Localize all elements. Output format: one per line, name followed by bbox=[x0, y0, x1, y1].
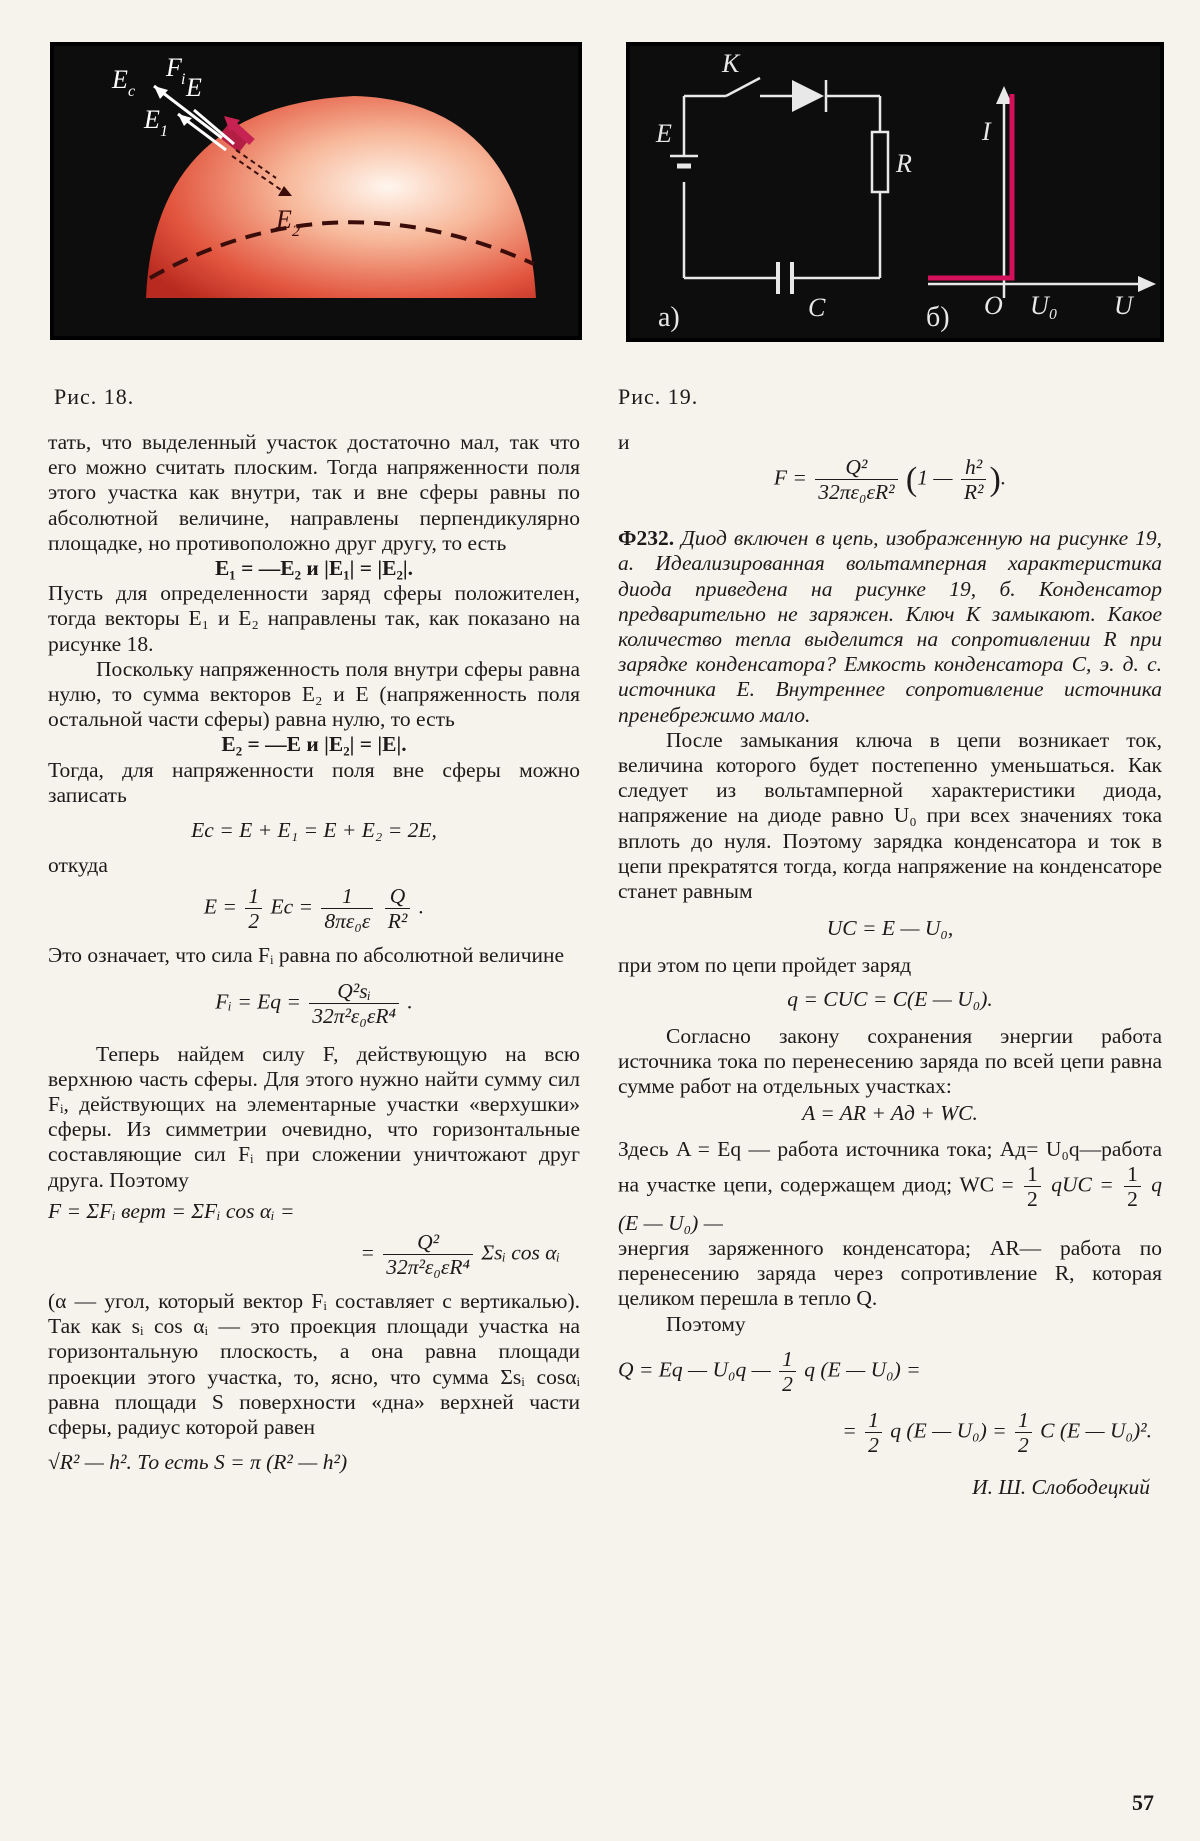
eq14-mid: q (E — U₀) = bbox=[890, 1418, 1007, 1443]
p4-frac1: $\frac{1}{2}$ bbox=[1024, 1162, 1041, 1211]
eq4-frac2: $\frac{1}{\text{8πε₀ε}}$ bbox=[321, 884, 373, 933]
eq4-frac3: $\frac{Q}{\text{R²}}$ bbox=[385, 884, 411, 933]
vac-curve bbox=[928, 94, 1012, 278]
label-e-source: E bbox=[656, 119, 672, 148]
label-e2: E bbox=[276, 205, 292, 234]
circuit-and-vac-diagram bbox=[630, 46, 1160, 338]
eq-heat-1 bbox=[618, 1347, 1162, 1396]
left-p6: Это означает, что сила Fᵢ равна по абсолютной величине bbox=[48, 943, 565, 968]
figure-19 bbox=[626, 42, 1164, 342]
eq4-lhs: E = bbox=[203, 894, 237, 919]
problem-label: Ф232. bbox=[618, 526, 675, 551]
author: И. Ш. Слободецкий bbox=[972, 1474, 1150, 1499]
eq-uc: UC = E — U₀, bbox=[826, 916, 954, 941]
switch-k bbox=[726, 78, 760, 96]
right-p2: при этом по цепи пройдет заряд bbox=[618, 953, 912, 978]
fig18-caption: Рис. 18. bbox=[54, 384, 135, 409]
eq-s-area: √R² — h². То есть S = π (R² — h²) bbox=[48, 1450, 348, 1475]
left-p7: Теперь найдем силу F, действующую на всю верхнюю часть сферы. Для этого нужно найти сумму сил Fᵢ, действующих на элементарные участки «верхушки» сферы. Из симметрии очевидно, что горизонтальные составляющие сил Fᵢ при сложении уничтожают друг друга. Поэтому bbox=[48, 1041, 580, 1192]
right-p1: После замыкания ключа в цепи возникает ток, величина которого будет постепенно уменьшаться. Как следует из вольтамперной характеристики диода, напряжение на диоде равно U₀ при всех значениях тока вплоть до нуля. Поэтому зарядка конденсатора и ток в цепи прекратятся тогда, когда напряжение на конденсаторе станет равным bbox=[618, 727, 1162, 904]
label-ec-sub: c bbox=[128, 83, 136, 100]
label-c: C bbox=[808, 293, 826, 322]
eq4-end: . bbox=[418, 894, 425, 919]
label-ec: E bbox=[112, 65, 128, 94]
label-u-axis: U bbox=[1114, 291, 1133, 320]
left-p2: Пусть для определенности заряд сферы положителен, тогда векторы E₁ и E₂ направлены так, как показано на рисунке 18. bbox=[48, 581, 580, 656]
eq13-frac: $\frac{1}{2}$ bbox=[779, 1347, 796, 1396]
eq-fi-formula bbox=[48, 979, 580, 1028]
problem-f232 bbox=[618, 526, 1162, 728]
right-and: и bbox=[618, 430, 630, 454]
left-p3: Поскольку напряженность поля внутри сферы равна нулю, то сумма векторов E₂ и E (напряженность поля остальной части сферы) равна нулю, то есть bbox=[48, 656, 580, 732]
eq-f-sum: F = ΣFᵢ верт = ΣFᵢ cos αᵢ = bbox=[48, 1198, 295, 1223]
eq4-frac1: $\frac{1}{2}$ bbox=[245, 884, 262, 933]
p4-frac2: $\frac{1}{2}$ bbox=[1124, 1162, 1141, 1211]
left-p4: Тогда, для напряженности поля вне сферы можно записать bbox=[48, 757, 580, 807]
eq13-rhs: q (E — U₀) = bbox=[804, 1357, 921, 1382]
left-p8: (α — угол, который вектор Fᵢ составляет с вертикалью). Так как sᵢ cos αᵢ — это проекция площади участка на горизонтальную плоскость, а она равна площади проекции этого участка, то, ясно, что сумма Σsᵢ cosαᵢ равна площади S поверхности «дна» верхней части сферы, радиус которой равен bbox=[48, 1289, 580, 1440]
eq14-frac2: $\frac{1}{2}$ bbox=[1015, 1408, 1032, 1457]
p4b: qUC = bbox=[1051, 1172, 1114, 1197]
p4c: q (E — U₀) — bbox=[618, 1172, 1163, 1235]
eq14-lhs: = bbox=[842, 1418, 857, 1443]
label-e1: E bbox=[144, 105, 160, 134]
eq-e1-e2: E₁ = —E₂ и |E₁| = |E₂|. bbox=[214, 556, 414, 581]
eq-f-result bbox=[48, 1230, 560, 1279]
eq9-lhs: F = bbox=[773, 465, 807, 490]
eq-a-sum: A = AR + Aд + WC. bbox=[802, 1101, 978, 1126]
right-p5: энергия заряженного конденсатора; AR— работа по перенесению заряда через сопротивление R, которая целиком перешла в тепло Q. bbox=[618, 1236, 1162, 1311]
eq7-lhs: = bbox=[360, 1240, 375, 1265]
eq7-rhs: Σsᵢ cos αᵢ bbox=[481, 1240, 560, 1265]
label-fi: F bbox=[166, 53, 182, 82]
sphere-diagram bbox=[54, 46, 578, 336]
page-number: 57 bbox=[1132, 1790, 1154, 1815]
problem-text: Диод включен в цепь, изображенную на рисунке 19, а. Идеализированная вольтамперная характеристика диода приведена на рисунке 19, б. Конденсатор предварительно не заряжен. Ключ К замыкают. Какое количество тепла выделится на сопротивлении R при зарядке конденсатора? Емкость конденсатора C, э. д. с. источника E. Внутреннее сопротивление источника пренебрежимо мало. bbox=[618, 526, 1163, 727]
right-p3: Согласно закону сохранения энергии работа источника тока по перенесению заряда по всей цепи равна сумме работ на отдельных участках: bbox=[618, 1023, 1162, 1099]
fig19-caption: Рис. 19. bbox=[618, 384, 699, 409]
eq5-lhs: Fᵢ = Eq = bbox=[215, 989, 301, 1014]
label-r: R bbox=[896, 149, 912, 178]
diode-symbol bbox=[792, 80, 824, 112]
label-e1-sub: 1 bbox=[160, 123, 168, 140]
eq5-end: . bbox=[407, 989, 413, 1014]
eq7-frac: $\frac{\text{Q²}}{\text{32π²ε₀εR⁴}}$ bbox=[383, 1230, 473, 1279]
label-a: a) bbox=[658, 302, 680, 333]
resistor-r bbox=[872, 132, 888, 192]
eq9-mid: 1 — bbox=[917, 465, 953, 490]
label-k: K bbox=[722, 49, 740, 78]
eq9-frac2: $\frac{\text{h²}}{\text{R²}}$ bbox=[961, 455, 987, 504]
left-p1: тать, что выделенный участок достаточно мал, так что его можно считать плоским. Тогда напряженности поля этого участка как внутри, так и вне сферы равны по абсолютной величине, направлены перпендикулярно площадке, но противоположно друг другу, то есть bbox=[48, 430, 580, 555]
label-b: б) bbox=[926, 302, 950, 333]
left-column bbox=[48, 430, 580, 1476]
label-o: O bbox=[984, 291, 1003, 320]
p4a: Здесь A = Eq — работа источника тока; Aд= U₀q—работа на участке цепи, содержащем диод; WC = bbox=[618, 1136, 1162, 1197]
eq14-frac1: $\frac{1}{2}$ bbox=[865, 1408, 882, 1457]
label-e: E bbox=[186, 73, 202, 102]
label-e2-sub: 2 bbox=[292, 223, 300, 240]
right-column bbox=[618, 430, 1162, 1500]
label-u0: U₀ bbox=[1030, 291, 1058, 320]
eq9-frac1: $\frac{\text{Q²}}{\text{32πε₀εR²}}$ bbox=[815, 455, 897, 504]
eq14-rhs: C (E — U₀)². bbox=[1040, 1418, 1152, 1443]
eq-e2-e: E₂ = —E и |E₂| = |E|. bbox=[221, 732, 407, 757]
label-i-axis: I bbox=[982, 117, 991, 146]
eq-f-final: F = $\frac{\text{Q²}}{\text{32πε₀εR²}}$ (1 — $\frac{\text{h²}}{\text{R²}}$ ). bbox=[773, 455, 1007, 505]
right-p6: Поэтому bbox=[666, 1311, 746, 1336]
eq-ec: Eс = E + E₁ = E + E₂ = 2E, bbox=[191, 818, 437, 843]
eq4-mid: Eс = bbox=[270, 894, 314, 919]
eq5-frac: $\frac{\text{Q²sᵢ}}{\text{32π²ε₀εR⁴}}$ bbox=[309, 979, 399, 1028]
eq13-lhs: Q = Eq — U₀q — bbox=[618, 1357, 771, 1382]
label-fi-sub: i bbox=[181, 71, 186, 88]
left-p5: откуда bbox=[48, 853, 108, 878]
eq-e-formula bbox=[48, 884, 580, 933]
figure-18 bbox=[50, 42, 582, 340]
right-p4 bbox=[618, 1137, 1162, 1236]
eq-heat-2 bbox=[618, 1408, 1152, 1457]
eq-q: q = CUC = C(E — U₀). bbox=[787, 986, 993, 1011]
